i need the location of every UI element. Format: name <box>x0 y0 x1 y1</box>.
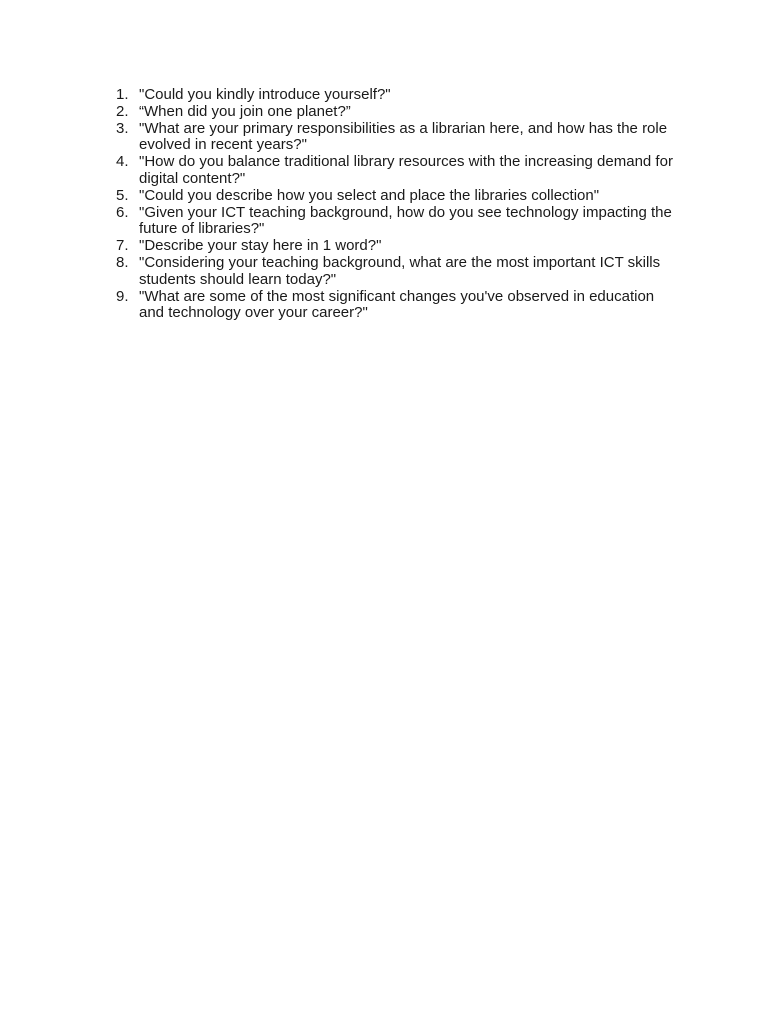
list-item-number: 3. <box>116 119 129 137</box>
list-item-text: "Could you kindly introduce yourself?" <box>139 86 391 103</box>
list-item <box>110 205 680 239</box>
list-item-number: 9. <box>116 287 129 305</box>
list-item-text: "What are your primary responsibilities as a librarian here, and how has the role evolved in recent years?" <box>139 119 668 154</box>
list-item-number: 7. <box>116 237 129 255</box>
list-item-text: “When did you join one planet?” <box>139 102 351 120</box>
list-item-text: "Could you describe how you select and place the libraries collection" <box>139 186 600 204</box>
list-item <box>110 154 680 188</box>
list-item-number: 4. <box>116 153 129 171</box>
list-item-text: "Given your ICT teaching background, how do you see technology impacting the future of libraries?" <box>139 203 672 238</box>
list-item-number: 2. <box>116 102 129 120</box>
list-item <box>110 255 680 289</box>
list-item-text: "How do you balance traditional library resources with the increasing demand for digital content?" <box>139 153 673 187</box>
list-item <box>110 104 680 121</box>
list-item-number: 1. <box>116 86 129 103</box>
list-item <box>110 121 680 155</box>
list-item <box>110 188 680 205</box>
list-item-text: "What are some of the most significant changes you've observed in education and technology over your career?" <box>139 287 655 322</box>
question-list <box>110 87 680 322</box>
list-item-number: 6. <box>116 203 129 221</box>
list-item <box>110 238 680 255</box>
list-item-text: "Describe your stay here in 1 word?" <box>139 237 382 255</box>
list-item <box>110 87 680 104</box>
list-item-number: 5. <box>116 186 129 204</box>
list-item <box>110 289 680 323</box>
list-item-text: "Considering your teaching background, what are the most important ICT skills students should learn today?" <box>139 253 661 288</box>
list-item-number: 8. <box>116 253 129 271</box>
